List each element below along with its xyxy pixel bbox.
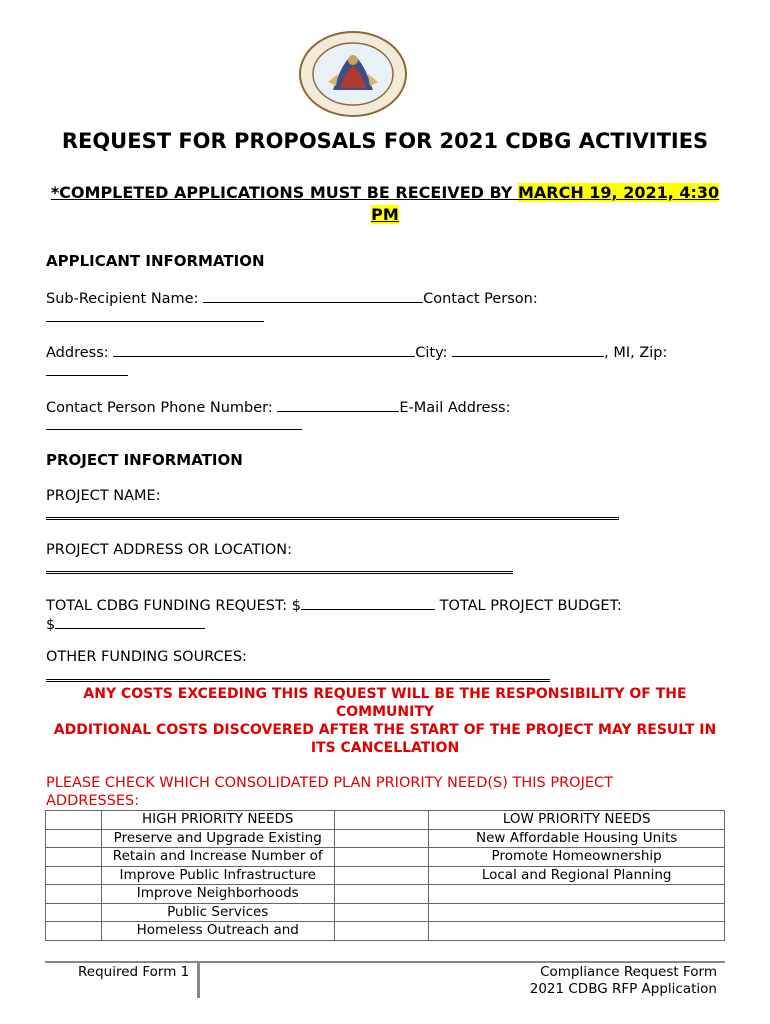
budget-field[interactable] [55,614,205,629]
table-row [46,903,725,922]
address-label: Address: [46,345,114,361]
other-funding-field[interactable] [46,679,550,682]
footer-form-number: Required Form 1 [78,964,190,980]
contact-person-field[interactable] [46,321,264,322]
sub-recipient-row [46,288,538,308]
high-need: Public Services [101,903,334,922]
low-checkbox-cell[interactable] [334,829,429,848]
table-row [46,829,725,848]
footer-line-2: 2021 CDBG RFP Application [529,981,717,997]
low-need [429,903,725,922]
high-need: Improve Neighborhoods [101,885,334,904]
low-checkbox-cell[interactable] [334,866,429,885]
table-row [46,866,725,885]
high-checkbox-cell[interactable] [46,885,102,904]
city-label: City: [415,345,453,361]
low-need: Promote Homeownership [429,848,725,867]
low-checkbox-cell[interactable] [334,885,429,904]
funding-label: TOTAL CDBG FUNDING REQUEST: $ [46,598,301,614]
phone-row [46,397,510,417]
high-header: HIGH PRIORITY NEEDS [101,811,334,830]
funding-field[interactable] [301,595,435,610]
low-header: LOW PRIORITY NEEDS [429,811,725,830]
cost-warning: ANY COSTS EXCEEDING THIS REQUEST WILL BE THE RESPONSIBILITY OF THE COMMUNITY [83,686,687,720]
sub-recipient-field[interactable] [203,288,423,303]
high-need: Improve Public Infrastructure [101,866,334,885]
high-checkbox-cell[interactable] [46,922,102,941]
low-checkbox-cell[interactable] [334,811,429,830]
email-field[interactable] [46,429,302,430]
contact-person-label: Contact Person: [423,291,538,307]
phone-label: Contact Person Phone Number: [46,400,278,416]
high-need: Preserve and Upgrade Existing [101,829,334,848]
project-name-label: PROJECT NAME: [46,488,161,504]
priority-needs-table [45,810,725,941]
funding-row [46,595,622,615]
low-need: Local and Regional Planning [429,866,725,885]
mi-zip-label: , MI, Zip: [604,345,668,361]
address-field[interactable] [113,342,415,357]
budget-label: TOTAL PROJECT BUDGET: [439,598,622,614]
deadline-prefix: *COMPLETED APPLICATIONS MUST BE RECEIVED BY [50,183,518,202]
project-heading: PROJECT INFORMATION [46,451,243,469]
budget-dollar: $ [46,617,56,633]
footer-vertical-divider [197,962,200,998]
project-address-field[interactable] [46,571,513,574]
project-name-field[interactable] [46,517,619,520]
table-header-row [46,811,725,830]
email-label: E-Mail Address: [399,400,511,416]
high-need: Retain and Increase Number of [101,848,334,867]
low-need [429,922,725,941]
high-checkbox-cell[interactable] [46,903,102,922]
deadline-notice [40,182,730,226]
high-checkbox-cell[interactable] [46,866,102,885]
low-need [429,885,725,904]
address-row [46,342,667,362]
high-checkbox-cell[interactable] [46,848,102,867]
footer-divider [45,961,725,963]
priority-instruction: PLEASE CHECK WHICH CONSOLIDATED PLAN PRIORITY NEED(S) THIS PROJECT ADDRESSES: [46,775,613,809]
table-row [46,922,725,941]
other-funding-label: OTHER FUNDING SOURCES: [46,649,247,665]
low-need: New Affordable Housing Units [429,829,725,848]
table-row [46,885,725,904]
county-seal [298,30,408,118]
footer-line-1: Compliance Request Form [540,964,717,980]
high-checkbox-cell[interactable] [46,829,102,848]
phone-field[interactable] [277,397,399,412]
low-checkbox-cell[interactable] [334,922,429,941]
high-checkbox-cell[interactable] [46,811,102,830]
zip-field[interactable] [46,375,128,376]
high-need: Homeless Outreach and [101,922,334,941]
sub-recipient-label: Sub-Recipient Name: [46,291,204,307]
city-field[interactable] [452,342,604,357]
applicant-heading: APPLICANT INFORMATION [46,252,265,270]
low-checkbox-cell[interactable] [334,848,429,867]
low-checkbox-cell[interactable] [334,903,429,922]
deadline-date: MARCH 19, 2021, 4:30 PM [371,183,720,224]
project-address-label: PROJECT ADDRESS OR LOCATION: [46,542,293,558]
footer-form-title [480,964,717,998]
table-row [46,848,725,867]
page-title: REQUEST FOR PROPOSALS FOR 2021 CDBG ACTIVITIES [61,129,709,153]
cancellation-warning: ADDITIONAL COSTS DISCOVERED AFTER THE START OF THE PROJECT MAY RESULT IN ITS CANCELLATION [53,722,717,756]
budget-row [46,614,205,634]
